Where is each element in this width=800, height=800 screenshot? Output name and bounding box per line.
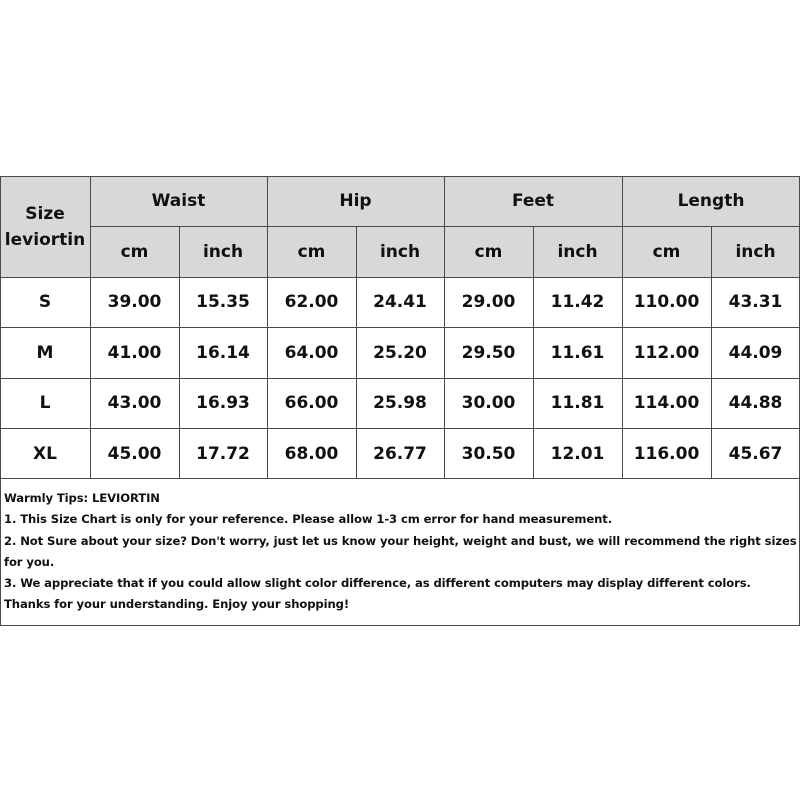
value-cell: 25.20 <box>373 342 427 363</box>
grid-line <box>267 176 268 479</box>
value-cell: 110.00 <box>633 292 700 312</box>
grid-line <box>90 226 800 227</box>
tips-box <box>0 479 800 626</box>
unit-header: cm <box>622 226 711 277</box>
tips-title: Warmly Tips: LEVIORTIN <box>4 491 160 505</box>
size-header <box>0 176 90 277</box>
value-cell: 45.67 <box>728 443 783 464</box>
size-cell: S <box>38 292 52 312</box>
value-cell: 114.00 <box>633 393 700 413</box>
value-cell: 11.42 <box>550 292 605 312</box>
grid-line <box>90 176 91 479</box>
value-cell: 11.61 <box>550 342 605 363</box>
grid-line <box>179 226 180 479</box>
value-cell: 29.00 <box>461 292 516 312</box>
value-cell: 45.00 <box>107 443 162 464</box>
value-cell: 16.14 <box>196 342 250 363</box>
value-cell: 12.01 <box>550 443 605 464</box>
value-cell: 29.50 <box>461 342 516 363</box>
size-cell: M <box>36 342 54 363</box>
value-cell: 39.00 <box>107 292 162 312</box>
value-cell: 17.72 <box>196 443 250 464</box>
grid-line <box>622 176 623 479</box>
value-cell: 41.00 <box>107 342 162 363</box>
grid-line <box>0 176 1 479</box>
value-cell: 25.98 <box>373 393 427 413</box>
grid-line <box>0 428 800 429</box>
value-cell: 11.81 <box>550 393 605 413</box>
unit-header: inch <box>533 226 622 277</box>
tips-line: 3. We appreciate that if you could allow slight color difference, as different computers may display different colors. <box>4 576 751 591</box>
size-header-text: Size <box>25 203 65 224</box>
tips-line: for you. <box>4 554 55 569</box>
unit-header: inch <box>356 226 444 277</box>
grid-line <box>0 378 800 379</box>
grid-line <box>356 226 357 479</box>
grid-line <box>711 226 712 479</box>
value-cell: 43.31 <box>728 292 783 312</box>
value-cell: 30.00 <box>461 393 516 413</box>
group-header-length: Length <box>622 176 800 226</box>
value-cell: 16.93 <box>196 393 250 413</box>
unit-header: cm <box>90 226 179 277</box>
group-header-feet: Feet <box>444 176 622 226</box>
value-cell: 26.77 <box>373 443 427 464</box>
value-cell: 66.00 <box>284 393 339 413</box>
unit-header: inch <box>179 226 267 277</box>
tips-line: 2. Not Sure about your size? Don't worry, just let us know your height, weight and bust, we will recommend the right sizes <box>4 533 797 548</box>
tips-line: Thanks for your understanding. Enjoy your shopping! <box>4 597 350 612</box>
grid-line <box>533 226 534 479</box>
value-cell: 44.88 <box>728 393 783 413</box>
size-header-text: leviortin <box>4 229 86 250</box>
size-cell: L <box>39 393 51 413</box>
value-cell: 62.00 <box>284 292 339 312</box>
grid-line <box>0 327 800 328</box>
value-cell: 44.09 <box>728 342 783 363</box>
value-cell: 15.35 <box>196 292 250 312</box>
value-cell: 112.00 <box>633 342 700 363</box>
grid-line <box>0 176 800 177</box>
value-cell: 68.00 <box>284 443 339 464</box>
size-cell: XL <box>33 443 57 464</box>
value-cell: 30.50 <box>461 443 516 464</box>
value-cell: 116.00 <box>633 443 700 464</box>
unit-header: inch <box>711 226 800 277</box>
group-header-hip: Hip <box>267 176 444 226</box>
grid-line <box>444 176 445 479</box>
unit-header: cm <box>267 226 356 277</box>
grid-line <box>0 277 800 278</box>
value-cell: 43.00 <box>107 393 162 413</box>
value-cell: 64.00 <box>284 342 339 363</box>
group-header-waist: Waist <box>90 176 267 226</box>
value-cell: 24.41 <box>373 292 427 312</box>
tips-line: 1. This Size Chart is only for your reference. Please allow 1-3 cm error for hand measurement. <box>4 512 613 527</box>
unit-header: cm <box>444 226 533 277</box>
